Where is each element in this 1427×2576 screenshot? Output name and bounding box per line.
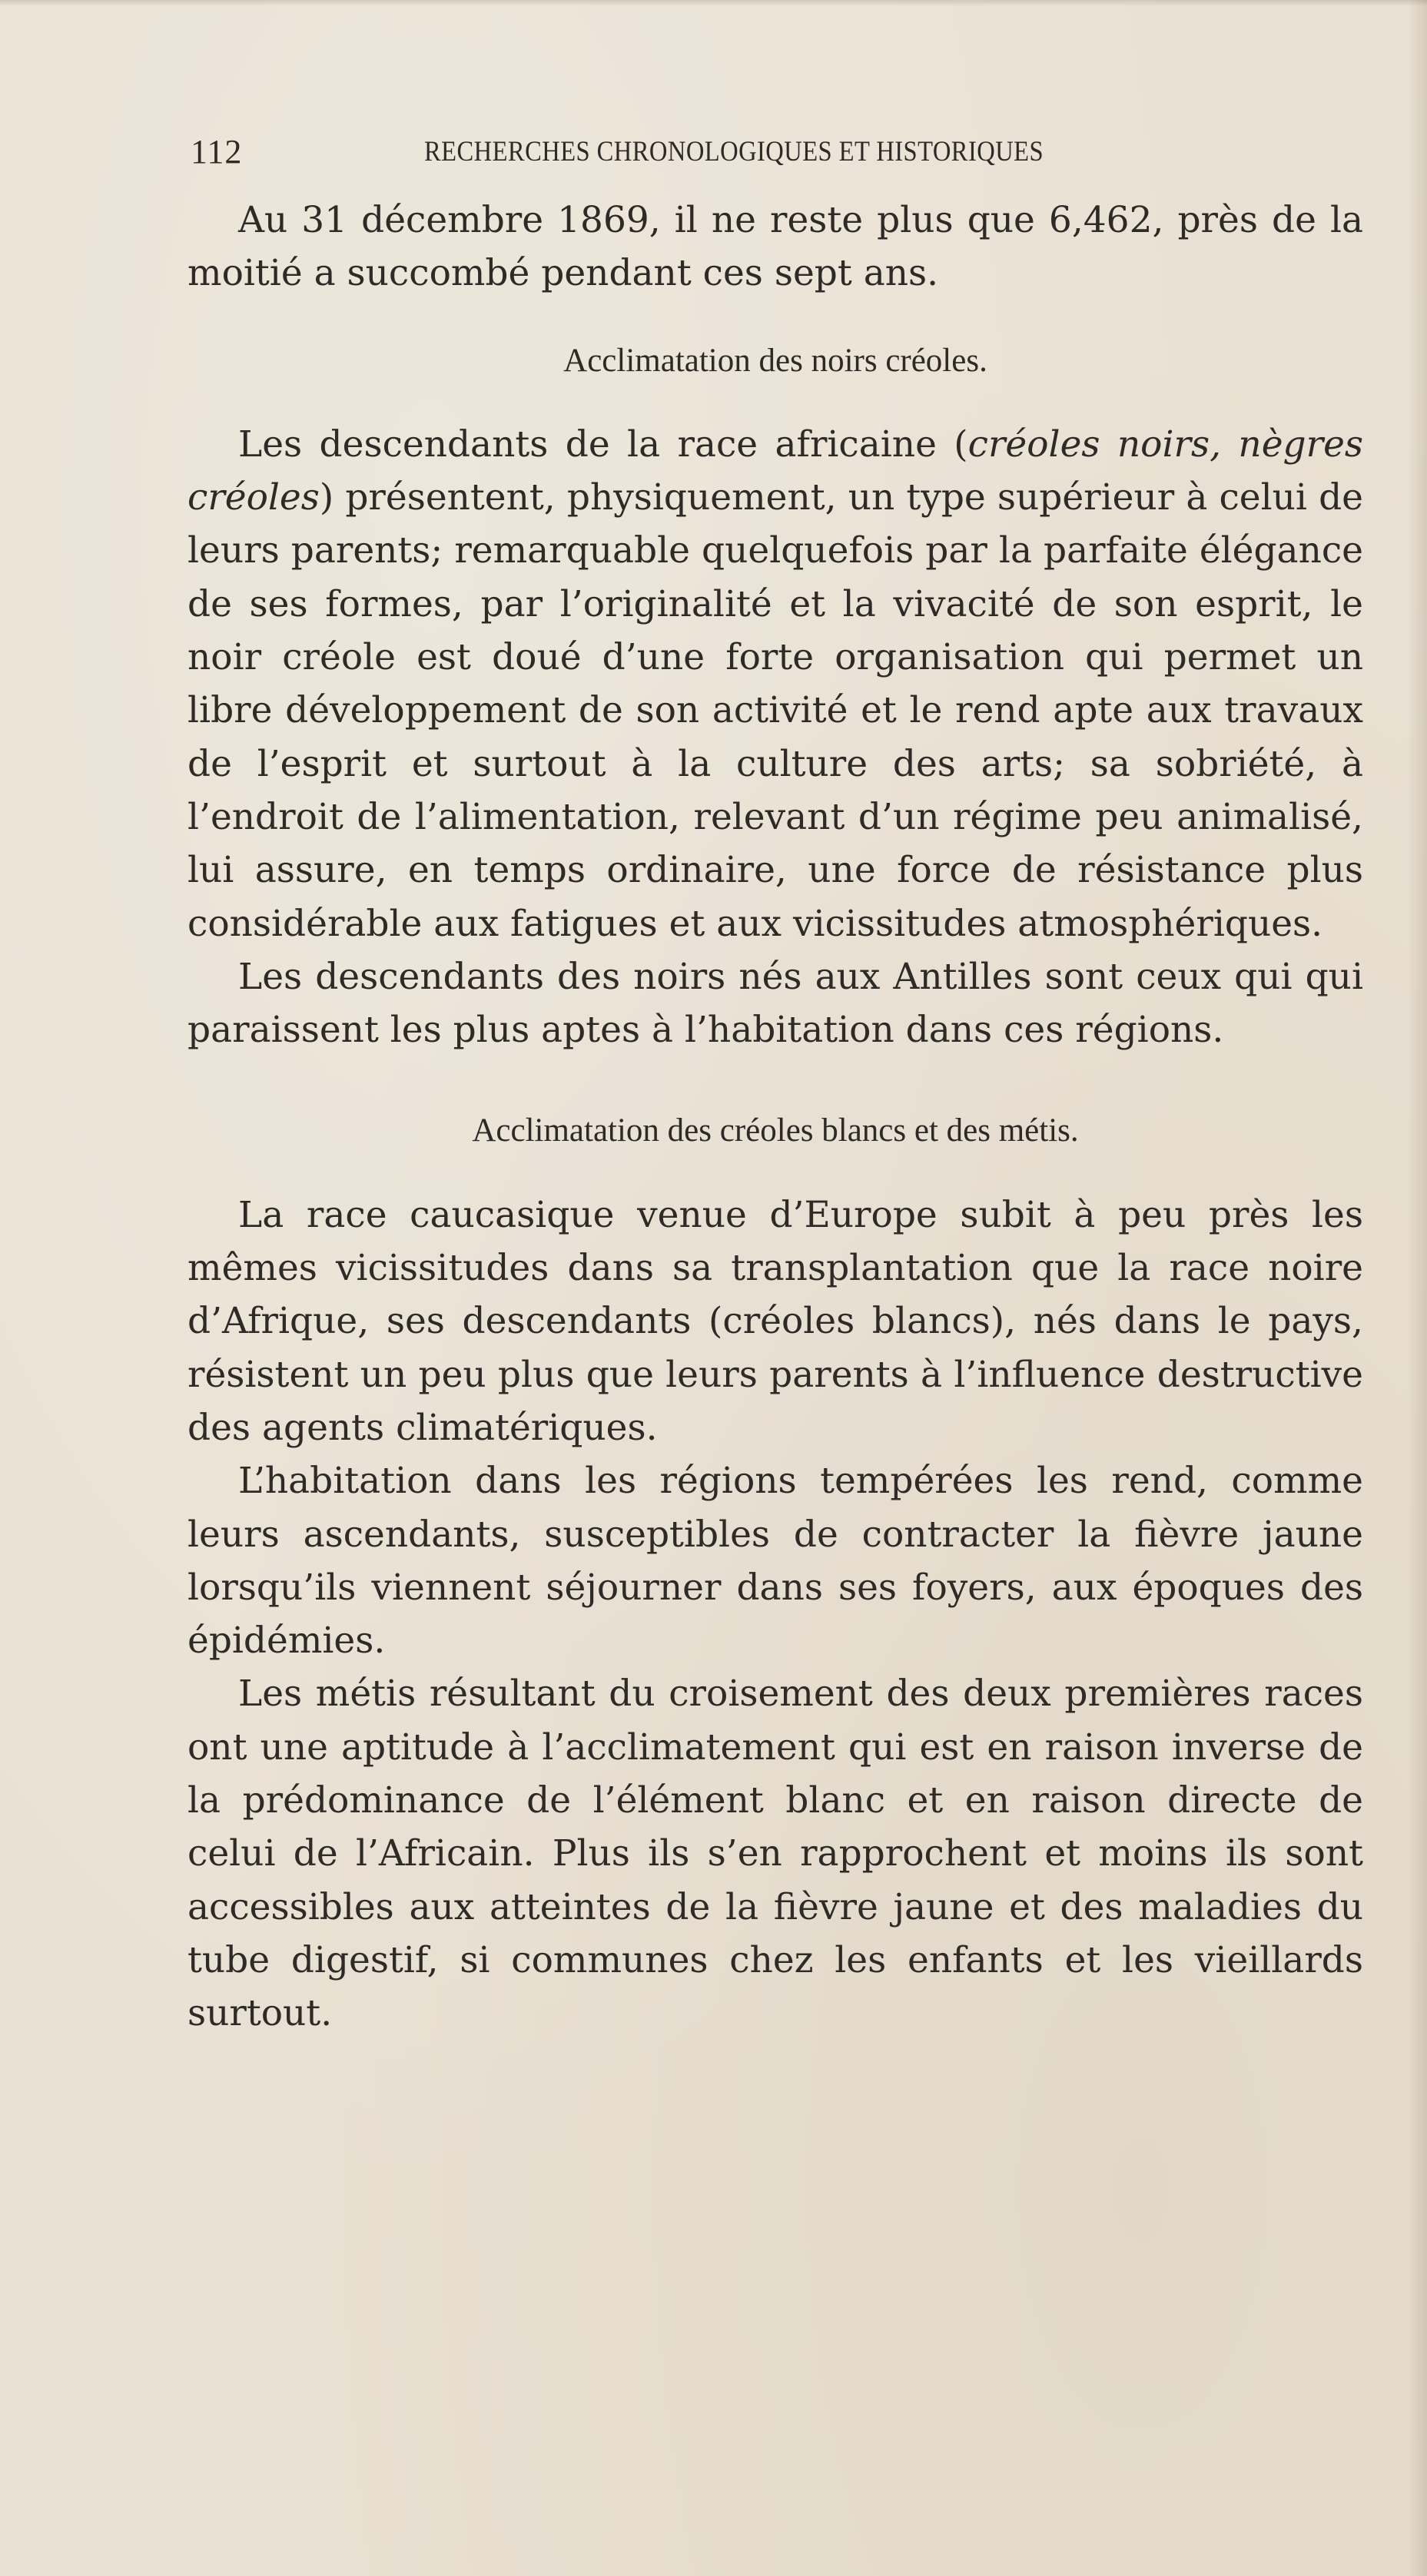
paragraph-descendants-antilles: Les descendants des noirs nés aux Antilles sont ceux qui qui paraissent les plus aptes à l’habitation dans ces régions. xyxy=(188,955,1363,1052)
spacer xyxy=(188,387,1363,418)
italic-term: créoles noirs, nègres créoles xyxy=(188,423,1363,519)
page-top-edge xyxy=(0,0,1427,6)
running-head: RECHERCHES CHRONOLOGIQUES ET HISTORIQUES xyxy=(424,136,1044,167)
page-body xyxy=(188,194,1363,2041)
paragraph-habitation: L’habitation dans les régions tempérées les rend, comme leurs ascendants, susceptibles de contracter la fièvre jaune lorsqu’ils viennent séjourner dans ses foyers, aux époques des épidémies. xyxy=(188,1460,1363,1663)
paragraph-deaths-1869: Au 31 décembre 1869, il ne reste plus que 6,462, près de la moitié a succombé pendant ces sept ans. xyxy=(188,199,1363,295)
paragraph-text: ) présentent, physiquement, un type supérieur à celui de leurs parents; remarquable quelquefois par la parfaite élégance de ses formes, par l’originalité et la vivacité de son esprit, le noir créole est doué d’une forte organisation qui permet un libre développement de son activité et le rend apte aux travaux de l’esprit et surtout à la culture des arts; sa sobriété, à l’endroit de l’alimentation, relevant d’un régime peu animalisé, lui assure, en temps ordinaire, une force de résistance plus considérable aux fatigues et aux vicissitudes atmosphériques. xyxy=(188,476,1363,945)
spacer xyxy=(188,1158,1363,1189)
paragraph-race-caucasique: La race caucasique venue d’Europe subit à peu près les mêmes vicissitudes dans sa transplantation que la race noire d’Afrique, ses descendants (créoles blancs), nés dans le pays, résistent un peu plus que leurs parents à l’influence destructive des agents climatériques. xyxy=(188,1193,1363,1449)
paragraph-metis: Les métis résultant du croisement des deux premières races ont une aptitude à l’acclimatement qui est en raison inverse de la prédominance de l’élément blanc et en raison directe de celui de l’Africain. Plus ils s’en rapprochent et moins ils sont accessibles aux atteintes de la fièvre jaune et des maladies du tube digestif, si communes chez les enfants et les vieillards surtout. xyxy=(188,1673,1363,2035)
spacer xyxy=(188,1056,1363,1104)
paragraph-text: Les descendants de la race africaine ( xyxy=(238,423,968,466)
page-header xyxy=(191,132,1359,178)
page-number: 112 xyxy=(191,133,243,171)
section-title-noirs-creoles: Acclimatation des noirs créoles. xyxy=(563,342,987,379)
section-title-creoles-blancs: Acclimatation des créoles blancs et des métis. xyxy=(472,1112,1079,1149)
paragraph-noirs-creoles xyxy=(188,418,1363,950)
page-right-edge xyxy=(1407,0,1427,2576)
spacer xyxy=(188,300,1363,334)
